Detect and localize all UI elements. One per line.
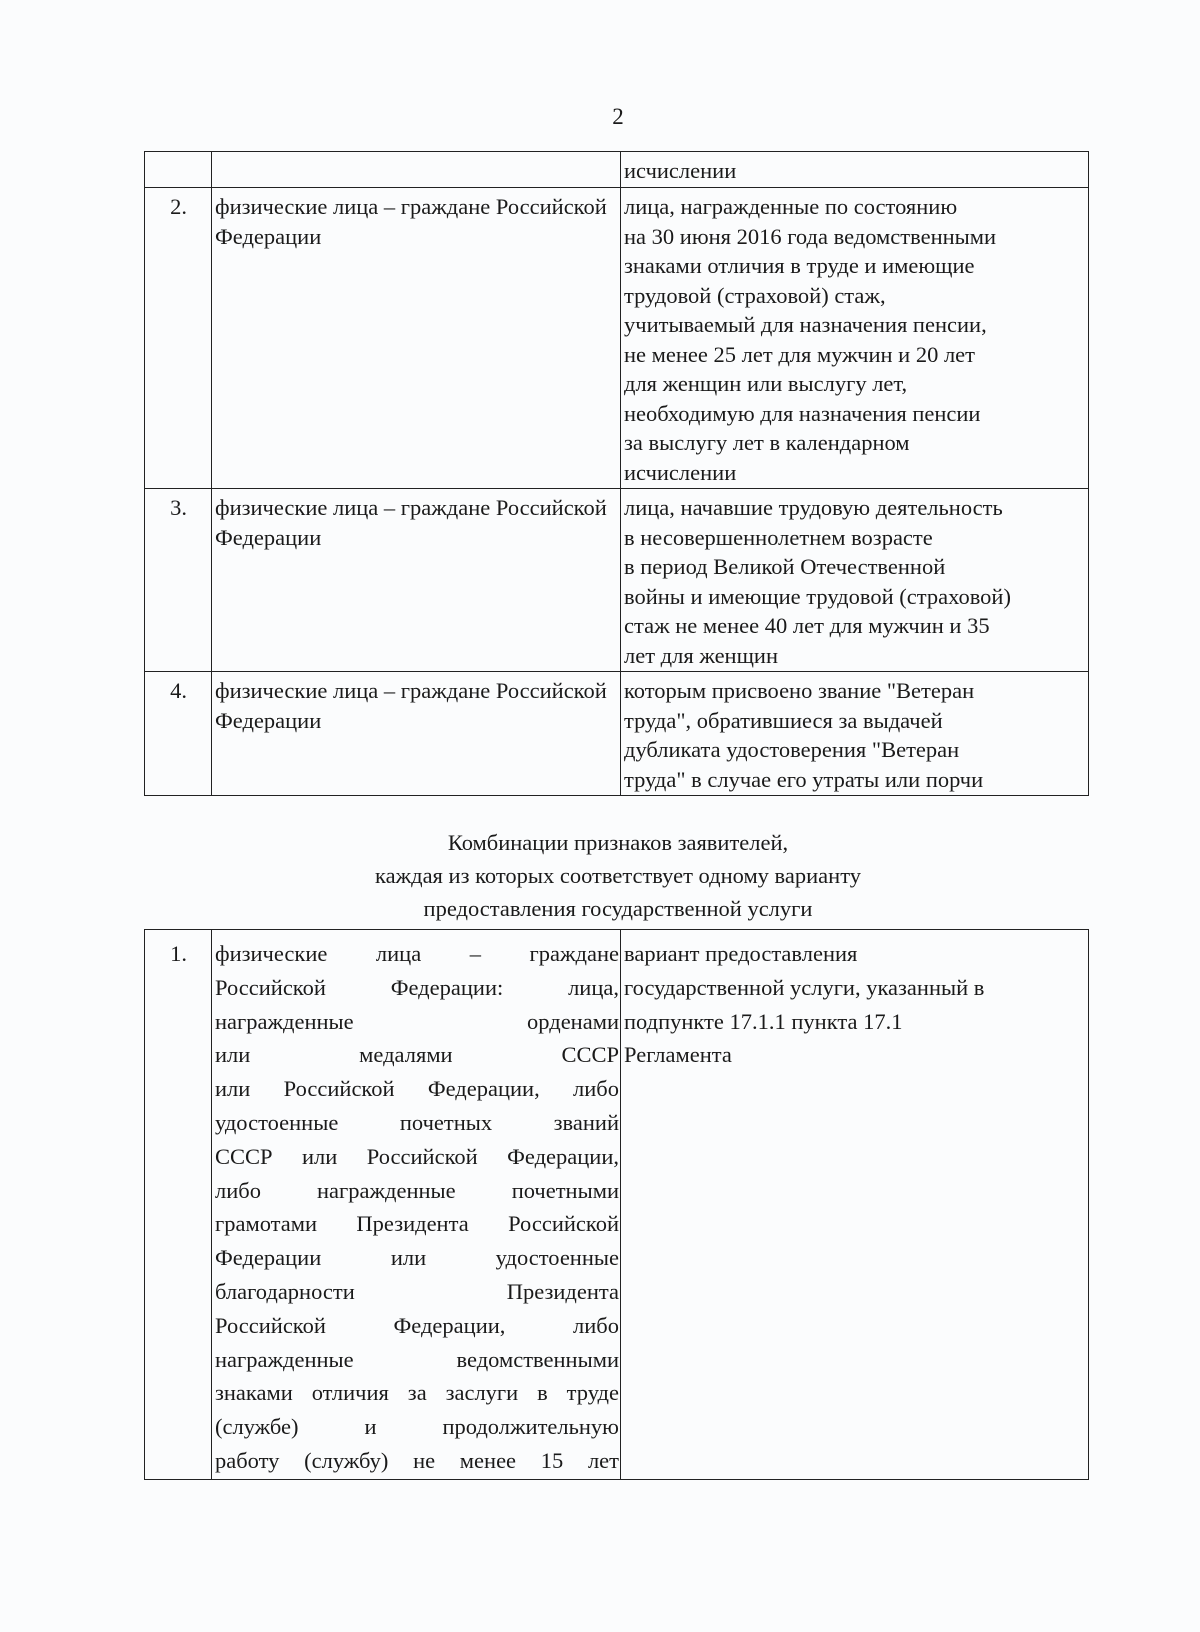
combination-line: награжденные ведомственными	[215, 1346, 619, 1372]
combination-line: знаками отличия за заслуги в труде	[215, 1380, 619, 1406]
row-number	[145, 152, 212, 188]
table-row	[145, 930, 1089, 1480]
section-heading-line: Комбинации признаков заявителей,	[447, 830, 789, 855]
applicant-criteria: лица, начавшие трудовую деятельность в несовершеннолетнем возрасте в период Великой Отечественной войны и имеющие трудовой (страховой) стаж не менее 40 лет для мужчин и 35 лет для женщин	[621, 489, 1089, 672]
attribute-combination	[212, 930, 621, 1480]
table-row	[145, 489, 1089, 672]
row-number: 3.	[145, 489, 212, 672]
table-row	[145, 672, 1089, 796]
combination-line: либо награжденные почетными	[215, 1177, 619, 1203]
service-variant: вариант предоставления государственной услуги, указанный в подпункте 17.1.1 пункта 17.1 Регламента	[621, 930, 1089, 1480]
section-heading-line: предоставления государственной услуги	[423, 896, 813, 921]
row-number: 1.	[145, 930, 212, 1480]
applicant-criteria: которым присвоено звание "Ветеран труда", обратившиеся за выдачей дубликата удостоверения "Ветеран труда" в случае его утраты или порчи	[621, 672, 1089, 796]
section-heading	[0, 826, 1200, 925]
combination-line: Федерации или удостоенные	[215, 1245, 619, 1271]
applicant-categories-table	[144, 151, 1089, 796]
combination-line: физические лица – граждане	[215, 941, 619, 966]
table-row	[145, 188, 1089, 489]
page-number: 2	[612, 104, 624, 129]
section-heading-line: каждая из которых соответствует одному варианту	[375, 863, 861, 888]
table-row	[145, 152, 1089, 188]
row-number: 4.	[145, 672, 212, 796]
combination-line: или Российской Федерации, либо	[215, 1076, 619, 1102]
applicant-combinations-table	[144, 929, 1089, 1480]
applicant-category	[212, 152, 621, 188]
combination-line: удостоенные почетных званий	[215, 1109, 619, 1135]
combination-line: работу (службу) не менее 15 лет	[215, 1447, 619, 1473]
applicant-category: физические лица – граждане Российской Федерации	[212, 489, 621, 672]
combination-line: благодарности Президента	[215, 1278, 619, 1304]
applicant-criteria: лица, награжденные по состоянию на 30 июня 2016 года ведомственными знаками отличия в труде и имеющие трудовой (страховой) стаж, учитываемый для назначения пенсии, не менее 25 лет для мужчин и 20 лет для женщин или выслугу лет, необходимую для назначения пенсии за выслугу лет в календарном исчислении	[621, 188, 1089, 489]
combination-line: грамотами Президента Российской	[215, 1211, 619, 1237]
applicant-criteria: исчислении	[621, 152, 1089, 188]
combination-line: (службе) и продолжительную	[215, 1414, 619, 1440]
combination-line: Российской Федерации: лица,	[215, 974, 619, 1000]
applicant-category: физические лица – граждане Российской Федерации	[212, 672, 621, 796]
row-number: 2.	[145, 188, 212, 489]
combination-line: Российской Федерации, либо	[215, 1312, 619, 1338]
combination-line: награжденные орденами	[215, 1008, 619, 1034]
combination-line: СССР или Российской Федерации,	[215, 1143, 619, 1169]
applicant-category: физические лица – граждане Российской Федерации	[212, 188, 621, 489]
combination-line: или медалями СССР	[215, 1042, 619, 1068]
